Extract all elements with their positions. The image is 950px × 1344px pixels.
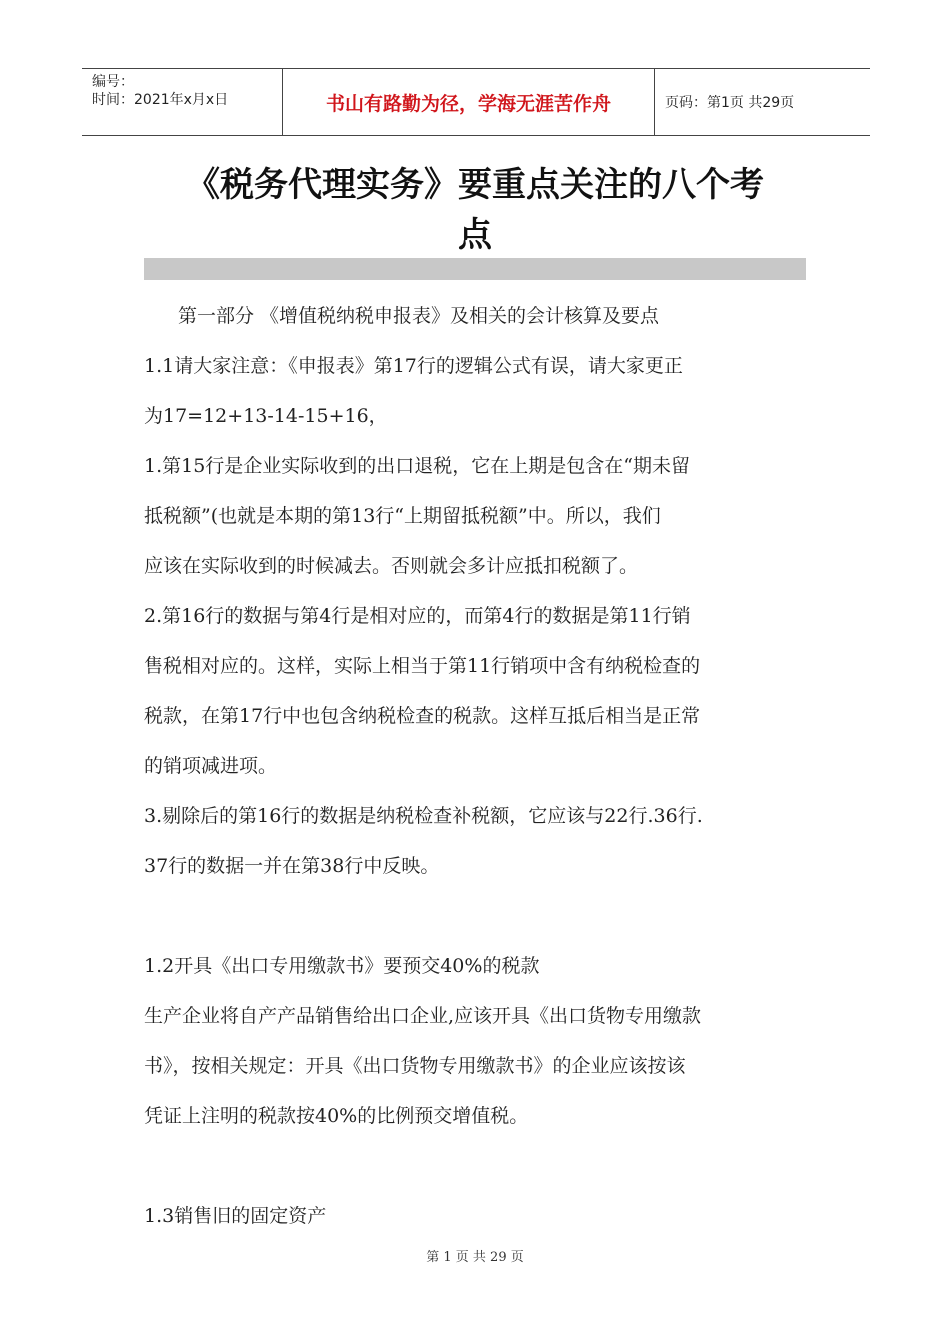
body-line: 税款，在第17行中也包含纳税检查的税款。这样互抵后相当是正常 <box>144 705 701 727</box>
body-line: 书》，按相关规定：开具《出口货物专用缴款书》的企业应该按该 <box>144 1055 686 1077</box>
subsection-heading: 1.3销售旧的固定资产 <box>144 1205 327 1227</box>
body-line: 生产企业将自产产品销售给出口企业,应该开具《出口货物专用缴款 <box>144 1005 702 1027</box>
body-line: 3.剔除后的第16行的数据是纳税检查补税额，它应该与22行.36行. <box>144 805 703 827</box>
body-line: 1.第15行是企业实际收到的出口退税，它在上期是包含在“期未留 <box>144 455 691 477</box>
header-motto: 书山有路勤为径，学海无涯苦作舟 <box>282 69 655 135</box>
header-page-info: 页码：第1页 共29页 <box>665 95 795 111</box>
title-line-1: 《税务代理实务》要重点关注的八个考 <box>186 165 764 205</box>
body-line: 应该在实际收到的时候减去。否则就会多计应抵扣税额了。 <box>144 555 639 577</box>
body-line: 为17=12+13-14-15+16， <box>144 405 388 427</box>
document-date: 时间：2021年x月x日 <box>92 92 229 108</box>
body-line: 1.1请大家注意：《申报表》第17行的逻辑公式有误，请大家更正 <box>144 355 683 377</box>
body-line: 抵税额”(也就是本期的第13行“上期留抵税额”中。所以，我们 <box>144 505 661 527</box>
header-meta <box>82 69 282 135</box>
title-divider-bar <box>144 258 806 280</box>
body-line: 凭证上注明的税款按40%的比例预交增值税。 <box>144 1105 529 1127</box>
paragraph-gap <box>144 891 810 941</box>
section-heading: 第一部分 《增值税纳税申报表》及相关的会计核算及要点 <box>178 305 660 327</box>
body-line: 37行的数据一并在第38行中反映。 <box>144 855 440 877</box>
document-body <box>144 291 810 1241</box>
page-header <box>82 68 870 136</box>
subsection-heading: 1.2开具《出口专用缴款书》要预交40%的税款 <box>144 955 540 977</box>
title-line-2: 点 <box>458 215 492 255</box>
body-line: 的销项减进项。 <box>144 755 278 777</box>
page-footer: 第 1 页 共 29 页 <box>426 1250 524 1265</box>
document-title <box>120 160 830 260</box>
paragraph-gap <box>144 1141 810 1191</box>
document-number: 编号： <box>92 74 134 90</box>
body-line: 售税相对应的。这样，实际上相当于第11行销项中含有纳税检查的 <box>144 655 701 677</box>
body-line: 2.第16行的数据与第4行是相对应的，而第4行的数据是第11行销 <box>144 605 691 627</box>
